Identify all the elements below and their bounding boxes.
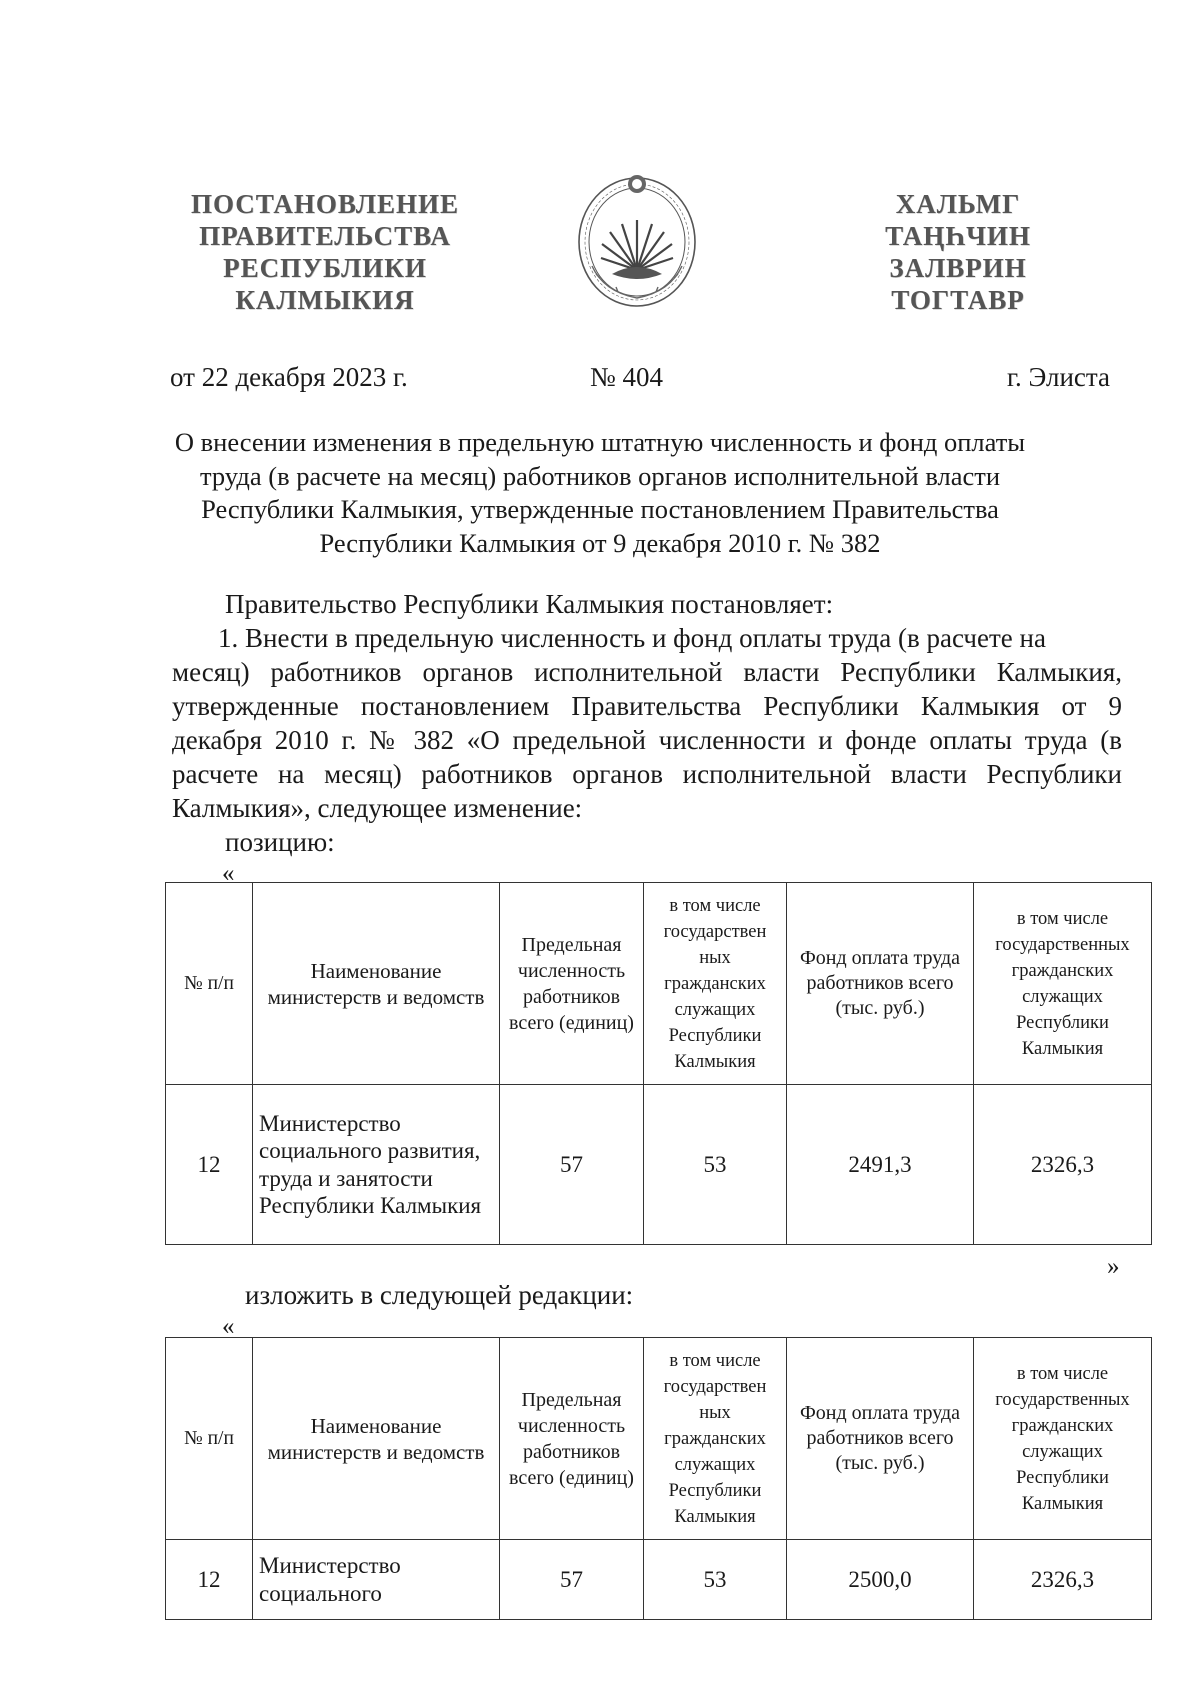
- paragraph-1-first-line: 1. Внести в предельную численность и фонд оплаты труда (в расчете на: [218, 623, 1046, 653]
- position-table-new: [165, 1337, 1152, 1620]
- title-line: Республики Калмыкия, утвержденные постановлением Правительства: [201, 494, 999, 524]
- title-line: труда (в расчете на месяц) работников органов исполнительной власти: [200, 460, 1000, 491]
- table-header-row: [166, 883, 1152, 1085]
- header-name: Наименование министерств и ведомств: [253, 1338, 500, 1540]
- header-name: Наименование министерств и ведомств: [253, 883, 500, 1085]
- header-left-line: РЕСПУБЛИКИ: [223, 253, 427, 283]
- table-header-row: [166, 1338, 1152, 1540]
- preamble: Правительство Республики Калмыкия постановляет:: [225, 589, 834, 619]
- title-line: О внесении изменения в предельную штатную численность и фонд оплаты: [174, 427, 1026, 457]
- position-label: позицию:: [225, 827, 335, 857]
- header-fund-civil: в том числе государственных гражданских служащих Республики Калмыкия: [974, 1338, 1152, 1540]
- row-name: Министерство социального развития, труда и занятости Республики Калмыкия: [253, 1085, 500, 1245]
- table-row: [166, 1540, 1152, 1620]
- row-fund: 2500,0: [787, 1540, 974, 1620]
- edit-label: изложить в следующей редакции:: [245, 1280, 634, 1310]
- header-right-line: ТАҢҺЧИН: [885, 221, 1031, 251]
- row-fund-civil: 2326,3: [974, 1540, 1152, 1620]
- row-name: Министерство социального: [253, 1540, 500, 1620]
- row-fund-civil: 2326,3: [974, 1085, 1152, 1245]
- header-right-block: [858, 188, 1058, 316]
- header-limit: Предельная численность работников всего (единиц): [500, 1338, 644, 1540]
- header-limit-civil: в том числе государствен ных гражданских служащих Республики Калмыкия: [644, 883, 787, 1085]
- row-limit: 57: [500, 1540, 644, 1620]
- header-limit-civil: в том числе государствен ных гражданских служащих Республики Калмыкия: [644, 1338, 787, 1540]
- document-title: [150, 426, 1050, 560]
- table-row: [166, 1085, 1152, 1245]
- quote-close: »: [1107, 1253, 1120, 1280]
- quote-open: «: [222, 860, 235, 887]
- header-num: № п/п: [166, 1338, 253, 1540]
- position-table-old: [165, 882, 1152, 1245]
- header-limit: Предельная численность работников всего (единиц): [500, 883, 644, 1085]
- document-number: № 404: [590, 362, 664, 392]
- header-left-block: [185, 188, 465, 316]
- row-limit-civil: 53: [644, 1540, 787, 1620]
- document-city: г. Элиста: [1007, 362, 1111, 392]
- row-limit-civil: 53: [644, 1085, 787, 1245]
- header-left-line: ПОСТАНОВЛЕНИЕ: [190, 189, 460, 219]
- row-num: 12: [166, 1085, 253, 1245]
- header-right-line: ХАЛЬМГ: [895, 189, 1021, 219]
- row-num: 12: [166, 1540, 253, 1620]
- header-fund: Фонд оплата труда работников всего (тыс. руб.): [787, 883, 974, 1085]
- header-fund: Фонд оплата труда работников всего (тыс. руб.): [787, 1338, 974, 1540]
- row-fund: 2491,3: [787, 1085, 974, 1245]
- header-left-line: КАЛМЫКИЯ: [235, 285, 415, 315]
- paragraph-1-body: месяц) работников органов исполнительной власти Республики Калмыкия, утвержденные постановлением Правительства Республики Калмыкия от 9 декабря 2010 г. № 382 «О предельной численности и фонде оплаты труда (в расчете на месяц) работников органов исполнительной власти Республики Калмыкия», следующее изменение:: [172, 657, 1122, 823]
- header-right-line: ЗАЛВРИН: [889, 253, 1027, 283]
- header-fund-civil: в том числе государственных гражданских служащих Республики Калмыкия: [974, 883, 1152, 1085]
- header-right-line: ТОГТАВР: [891, 285, 1025, 315]
- header-num: № п/п: [166, 883, 253, 1085]
- title-line: Республики Калмыкия от 9 декабря 2010 г. № 382: [319, 527, 881, 558]
- quote-open: «: [222, 1313, 235, 1340]
- header-left-line: ПРАВИТЕЛЬСТВА: [199, 221, 451, 251]
- document-date: от 22 декабря 2023 г.: [170, 362, 408, 392]
- row-limit: 57: [500, 1085, 644, 1245]
- emblem-icon: [574, 170, 700, 308]
